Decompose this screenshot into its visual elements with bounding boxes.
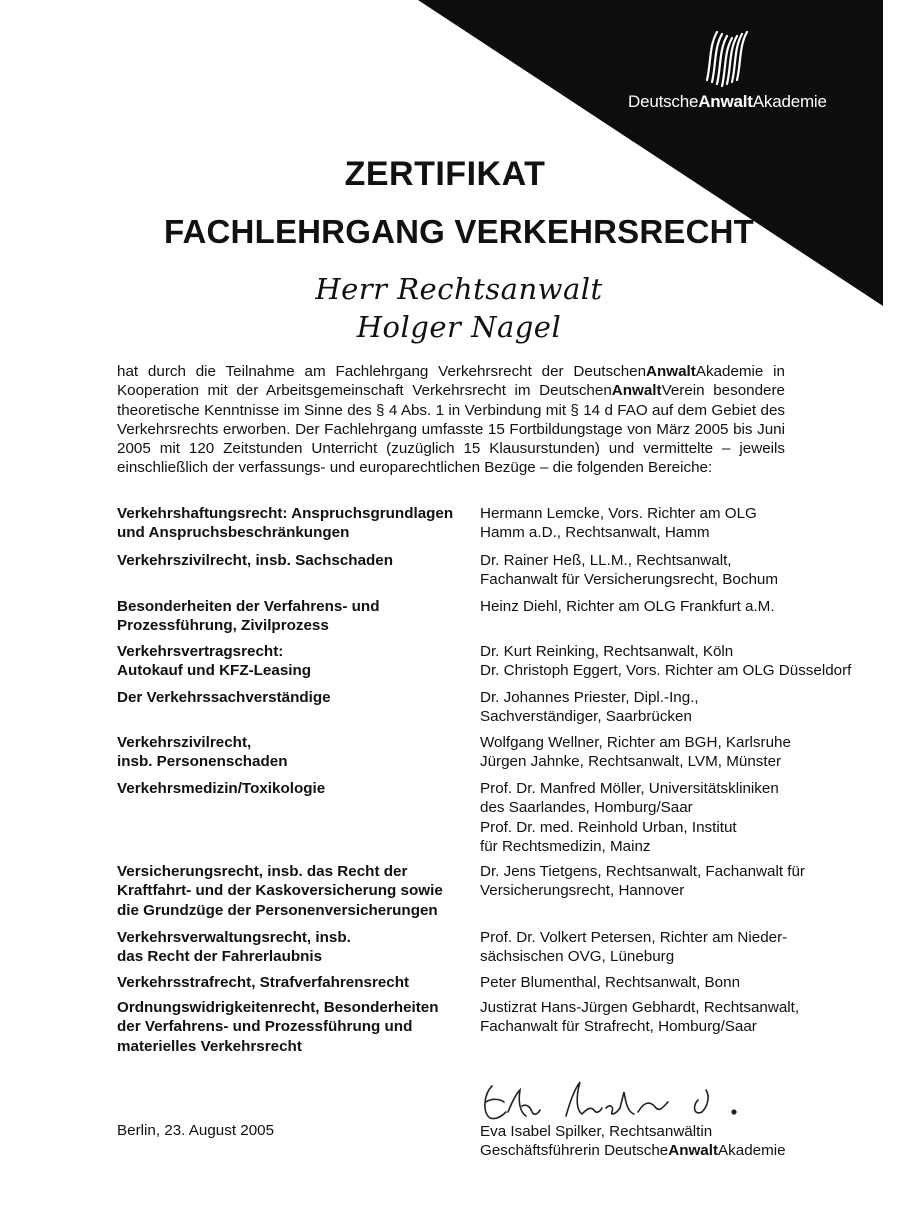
handwritten-signature (478, 1072, 768, 1127)
module-topic: Verkehrshaftungsrecht: Anspruchsgrundlagen und Anspruchsbeschränkungen (117, 505, 454, 542)
module-lecturers: Hermann Lemcke, Vors. Richter am OLG Hamm a.D., Rechtsanwalt, Hamm (480, 505, 757, 542)
intro-paragraph: hat durch die Teilnahme am Fachlehrgang Verkehrsrecht der DeutschenAnwaltAkademie in Kooperation mit der Arbeitsgemeinschaft Verkehrsrecht im DeutschenAnwaltVerein besondere theoretische Kenntnisse im Sinne des § 4 Abs. 1 in Verbindung mit § 14 d FAO auf dem Gebiet des Verkehrsrechts erworben. Der Fachlehrgang umfasste 15 Fortbildungstage von März 2005 bis Juni 2005 mit 120 Zeitstunden Unterricht (zuzüglich 15 Klausurstunden) und vermittelte – jeweils einschließlich der verfassungs- und europarechtlichen Bezüge – die folgenden Bereiche: (117, 363, 785, 477)
module-topic: Verkehrsstrafrecht, Strafverfahrensrecht (117, 974, 410, 991)
module-lecturers: Prof. Dr. Volkert Petersen, Richter am Nieder- sächsischen OVG, Lüneburg (480, 929, 788, 966)
module-topic: Verkehrszivilrecht, insb. Personenschaden (117, 734, 288, 771)
module-topic: Verkehrsmedizin/Toxikologie (117, 780, 326, 797)
wave-logo-icon (701, 24, 749, 94)
certificate-subtitle: FACHLEHRGANG VERKEHRSRECHT (163, 213, 755, 250)
module-lecturers: Prof. Dr. Manfred Möller, Universitätskliniken des Saarlandes, Homburg/Saar Prof. Dr. med. Reinhold Urban, Institut für Rechtsmedizin, Mainz (480, 780, 779, 855)
signer-name: Eva Isabel Spilker, Rechtsanwältin (480, 1123, 713, 1140)
module-lecturers: Justizrat Hans-Jürgen Gebhardt, Rechtsanwalt, Fachanwalt für Strafrecht, Homburg/Saar (480, 999, 800, 1036)
module-lecturers: Dr. Kurt Reinking, Rechtsanwalt, Köln Dr. Christoph Eggert, Vors. Richter am OLG Düsseldorf (480, 643, 852, 680)
brand-logo-text: DeutscheAnwaltAkademie (628, 92, 827, 111)
signer-block (480, 1122, 786, 1161)
recipient-name: Holger Nagel (356, 310, 562, 344)
place-date: Berlin, 23. August 2005 (117, 1122, 275, 1139)
module-topic: Besonderheiten der Verfahrens- und Prozessführung, Zivilprozess (117, 598, 380, 635)
module-lecturers: Dr. Johannes Priester, Dipl.-Ing., Sachverständiger, Saarbrücken (480, 689, 699, 726)
recipient-salutation: Herr Rechtsanwalt (315, 272, 603, 306)
module-lecturers: Wolfgang Wellner, Richter am BGH, Karlsruhe Jürgen Jahnke, Rechtsanwalt, LVM, Münster (480, 734, 791, 771)
certificate-title: ZERTIFIKAT (344, 155, 546, 193)
module-topic: Verkehrsverwaltungsrecht, insb. das Recht der Fahrerlaubnis (117, 929, 351, 966)
module-lecturers: Dr. Jens Tietgens, Rechtsanwalt, Fachanwalt für Versicherungsrecht, Hannover (480, 863, 805, 900)
module-topic: Verkehrsvertragsrecht: Autokauf und KFZ-Leasing (117, 643, 312, 680)
module-topic: Versicherungsrecht, insb. das Recht der Kraftfahrt- und der Kaskoversicherung sowie die Grundzüge der Personenversicherungen (117, 863, 443, 919)
module-topic: Verkehrszivilrecht, insb. Sachschaden (117, 552, 394, 569)
module-lecturers: Heinz Diehl, Richter am OLG Frankfurt a.M. (480, 598, 775, 615)
signer-role: Geschäftsführerin DeutscheAnwaltAkademie (480, 1142, 786, 1160)
module-topic: Ordnungswidrigkeitenrecht, Besonderheiten der Verfahrens- und Prozessführung und materielles Verkehrsrecht (117, 999, 439, 1055)
module-lecturers: Peter Blumenthal, Rechtsanwalt, Bonn (480, 974, 741, 991)
module-lecturers: Dr. Rainer Heß, LL.M., Rechtsanwalt, Fachanwalt für Versicherungsrecht, Bochum (480, 552, 778, 589)
module-topic: Der Verkehrssachverständige (117, 689, 331, 706)
